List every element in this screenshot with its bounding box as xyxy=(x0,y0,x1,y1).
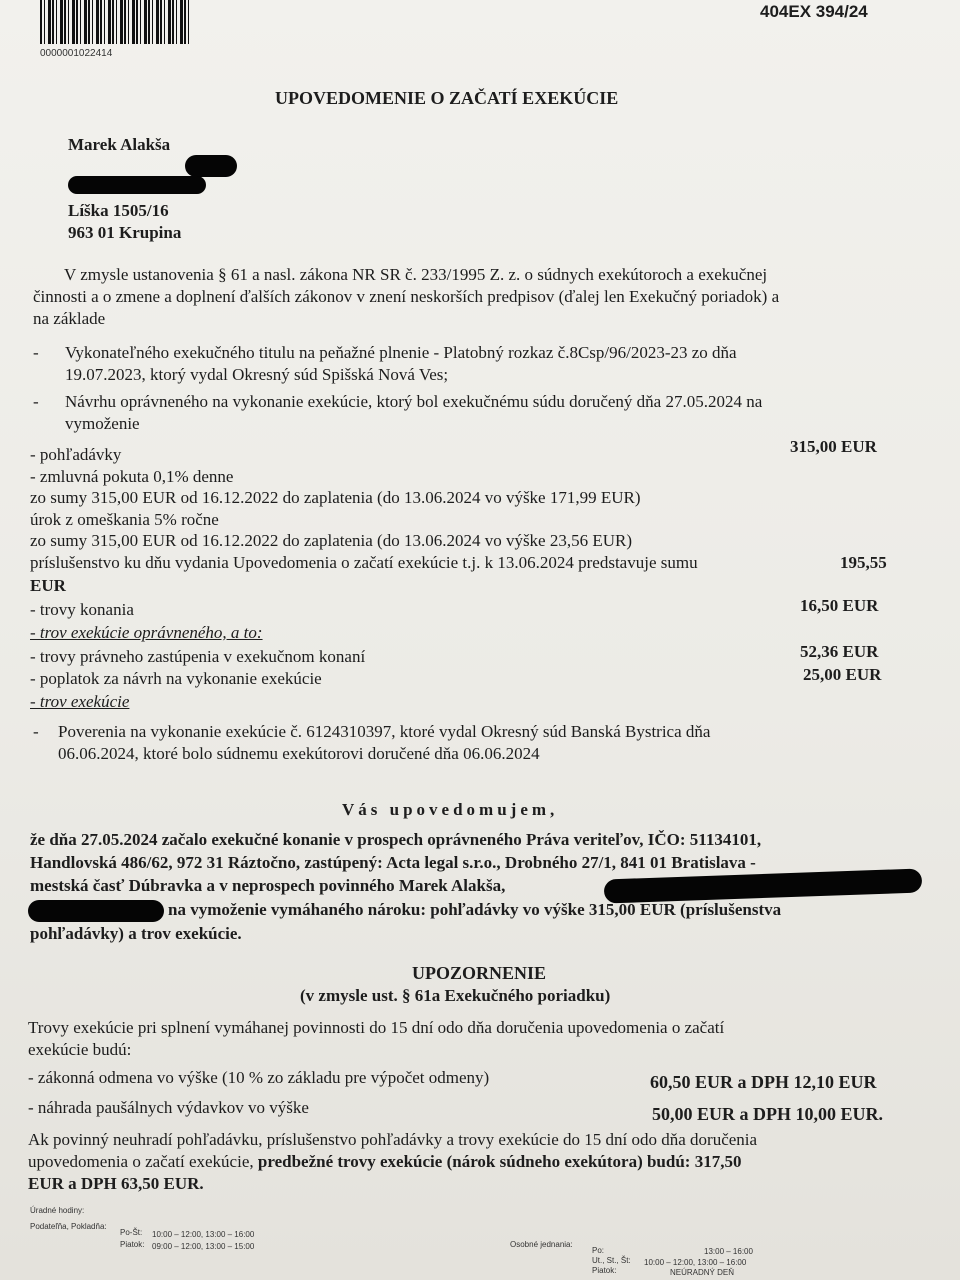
footer-days: Po-Št: xyxy=(120,1228,143,1237)
claim-currency: EUR xyxy=(30,576,66,595)
footer-days: Ut., St., Št: xyxy=(592,1256,631,1265)
footer-days: Piatok: xyxy=(592,1266,617,1275)
addressee-name: Marek Alakša xyxy=(68,135,171,154)
footer-office: Podateľňa, Pokladňa: xyxy=(30,1222,107,1231)
warning-fee-amount: 60,50 EUR a DPH 12,10 EUR xyxy=(650,1072,877,1092)
claim-amount: 195,55 xyxy=(840,553,887,572)
footer-hours-label: Úradné hodiny: xyxy=(30,1206,85,1215)
item-title-line: 19.07.2023, ktorý vydal Okresný súd Spišská Nová Ves; xyxy=(65,365,449,384)
addressee-city: 963 01 Krupina xyxy=(68,223,182,242)
footer-hours: NEÚRADNÝ DEŇ xyxy=(670,1268,735,1277)
notice-line: pohľadávky) a trov exekúcie. xyxy=(30,924,242,943)
redaction-mark xyxy=(185,155,237,177)
warning-line: predbežné trovy exekúcie (nárok súdneho exekútora) budú: 317,50 xyxy=(257,1152,742,1171)
item-proposal-line: vymoženie xyxy=(65,414,140,433)
claim-label: úrok z omeškania 5% ročne xyxy=(30,510,219,529)
item-mandate-line: 06.06.2024, ktoré bolo súdnemu exekútorovi doručené dňa 06.06.2024 xyxy=(58,744,540,763)
claim-section-label: - trov exekúcie oprávneného, a to: xyxy=(30,623,263,642)
warning-fee-label: - náhrada paušálnych výdavkov vo výške xyxy=(28,1098,309,1117)
addressee-street: Líška 1505/16 xyxy=(68,201,169,220)
footer-hours: 09:00 – 12:00, 13:00 – 15:00 xyxy=(152,1242,255,1251)
footer-days: Po: xyxy=(592,1246,605,1255)
intro-line: na základe xyxy=(33,309,106,328)
warning-heading: UPOZORNENIE xyxy=(412,963,547,983)
claim-detail: zo sumy 315,00 EUR od 16.12.2022 do zaplatenia (do 13.06.2024 vo výške 23,56 EUR) xyxy=(30,531,633,550)
claim-section-label: - trov exekúcie xyxy=(30,692,130,711)
warning-line: Trovy exekúcie pri splnení vymáhanej povinnosti do 15 dní odo dňa doručenia upovedomenia o začatí xyxy=(28,1018,725,1037)
warning-subheading: (v zmysle ust. § 61a Exekučného poriadku) xyxy=(300,986,611,1005)
notice-heading: Vás upovedomujem, xyxy=(342,800,559,819)
footer-personal: Osobné jednania: xyxy=(510,1240,573,1249)
claim-detail: príslušenstvo ku dňu vydania Upovedomenia o začatí exekúcie t.j. k 13.06.2024 predstavuje sumu xyxy=(30,553,698,572)
intro-line: V zmysle ustanovenia § 61 a nasl. zákona NR SR č. 233/1995 Z. z. o súdnych exekútoroch a exekučnej xyxy=(64,265,768,284)
claim-label: - poplatok za návrh na vykonanie exekúcie xyxy=(30,669,322,688)
claim-amount: 315,00 EUR xyxy=(790,437,877,456)
item-title-line: Vykonateľného exekučného titulu na peňažné plnenie - Platobný rozkaz č.8Csp/96/2023-23 zo dňa xyxy=(65,343,737,362)
claim-amount: 16,50 EUR xyxy=(800,596,879,615)
warning-fee-amount: 50,00 EUR a DPH 10,00 EUR. xyxy=(652,1104,884,1124)
claim-amount: 52,36 EUR xyxy=(800,642,879,661)
document-page: 0000001022414 404EX 394/24 UPOVEDOMENIE O ZAČATÍ EXEKÚCIE Marek Alakša Líška 1505/16 963 01 Krupina V zmysle ustanovenia § 61 a nasl. zákona NR SR č. 233/1995 Z. z. o súdnych exekútoroch a exekučnej činnosti a o zmene a doplnení ďalších zákonov v znení neskorších predpisov (ďalej len Exekučný poriadok) a na základe - Vykonateľného exekučného titulu na peňažné plnenie - Platobný rozkaz č.8Csp/96/2023-23 zo dňa 19.07.2023, ktorý vydal Okresný súd Spišská Nová Ves; - Návrhu oprávneného na vykonanie exekúcie, ktorý bol exekučnému súdu doručený dňa 27.05.2024 na vymoženie - pohľadávky 315,00 EUR - zmluvná pokuta 0,1% denne zo sumy 315,00 EUR od 16.12.2022 do zaplatenia (do 13.06.2024 vo výške 171,99 EUR) úrok z omeškania 5% ročne zo sumy 315,00 EUR od 16.12.2022 do zaplatenia (do 13.06.2024 vo výške 23,56 EUR) príslušenstvo ku dňu vydania Upovedomenia o začatí exekúcie t.j. k 13.06.2024 predstavuje sumu 195,55 EUR - trovy konania 16,50 EUR - trov exekúcie oprávneného, a to: - trovy právneho zastúpenia v exekučnom konaní 52,36 EUR - poplatok za návrh na vykonanie exekúcie 25,00 EUR - trov exekúcie - Poverenia na vykonanie exekúcie č. 6124310397, ktoré vydal Okresný súd Banská Bystrica dňa 06.06.2024, ktoré bolo súdnemu exekútorovi doručené dňa 06.06.2024 Vás upovedomujem, že dňa 27.05.2024 začalo exekučné konanie v prospech oprávneného Práva veriteľov, IČO: 51134101, Handlovská 486/62, 972 31 Ráztočno, zastúpený: Acta legal s.r.o., Drobného 27/1, 841 01 Bratislava - mestská časť Dúbravka a v neprospech povinného Marek Alakša, na vymoženie vymáhaného nároku: pohľadávky vo výške 315,00 EUR (príslušenstva pohľadávky) a trov exekúcie. UPOZORNENIE (v zmysle ust. § 61a Exekučného poriadku) Trovy exekúcie pri splnení vymáhanej povinnosti do 15 dní odo dňa doručenia upovedomenia o začatí exekúcie budú: - zákonná odmena vo výške (10 % zo základu pre výpočet odmeny) 60,50 EUR a DPH 12,10 EUR - náhrada paušálnych výdavkov vo výške 50,00 EUR a DPH 10,00 EUR. Ak povinný neuhradí pohľadávku, príslušenstvo pohľadávky a trovy exekúcie do 15 dní odo dňa doručenia upovedomenia o začatí exekúcie, predbežné trovy exekúcie (nárok súdneho exekútora) budú: 317,50 EUR a DPH 63,50 EUR. Úradné hodiny: Podateľňa, Pokladňa: Po-Št: 10:00 – 12:00, 13:00 – 16:00 Piatok: 09:00 – 12:00, 13:00 – 15:00 Osobné jednania: Po: 13:00 – 16:00 Ut., St., Št: 10:00 – 12:00, 13:00 – 16:00 Piatok: NEÚRADNÝ DEŇ xyxy=(0,0,960,1280)
notice-line: že dňa 27.05.2024 začalo exekučné konanie v prospech oprávneného Práva veriteľov, IČO: 51134101, xyxy=(30,830,762,849)
barcode-number: 0000001022414 xyxy=(40,48,113,59)
claim-label: - pohľadávky xyxy=(30,445,122,464)
claim-label: - trovy právneho zastúpenia v exekučnom konaní xyxy=(30,647,366,666)
footer-hours: 10:00 – 12:00, 13:00 – 16:00 xyxy=(152,1230,255,1239)
footer-days: Piatok: xyxy=(120,1240,145,1249)
claim-amount: 25,00 EUR xyxy=(803,665,882,684)
warning-fee-label: - zákonná odmena vo výške (10 % zo základu pre výpočet odmeny) xyxy=(28,1068,490,1087)
item-proposal-line: Návrhu oprávneného na vykonanie exekúcie, ktorý bol exekučnému súdu doručený dňa 27.05.2024 na xyxy=(65,392,763,411)
warning-line: exekúcie budú: xyxy=(28,1040,132,1059)
claim-label: - zmluvná pokuta 0,1% denne xyxy=(30,467,234,486)
footer-hours: 10:00 – 12:00, 13:00 – 16:00 xyxy=(644,1258,747,1267)
footer-hours: 13:00 – 16:00 xyxy=(704,1247,753,1256)
intro-line: činnosti a o zmene a doplnení ďalších zákonov v znení neskorších predpisov (ďalej len Exekučný poriadok) a xyxy=(33,287,780,306)
redaction-mark xyxy=(28,900,164,922)
notice-line: na vymoženie vymáhaného nároku: pohľadávky vo výške 315,00 EUR (príslušenstva xyxy=(168,900,782,919)
warning-line: upovedomenia o začatí exekúcie, xyxy=(28,1152,254,1171)
warning-line: Ak povinný neuhradí pohľadávku, príslušenstvo pohľadávky a trovy exekúcie do 15 dní odo dňa doručenia xyxy=(28,1130,758,1149)
redaction-mark xyxy=(68,176,206,194)
item-mandate-line: Poverenia na vykonanie exekúcie č. 6124310397, ktoré vydal Okresný súd Banská Bystrica dňa xyxy=(58,722,711,741)
redaction-mark xyxy=(604,868,923,903)
document-title: UPOVEDOMENIE O ZAČATÍ EXEKÚCIE xyxy=(275,88,619,108)
case-number: 404EX 394/24 xyxy=(760,2,868,21)
notice-line: mestská časť Dúbravka a v neprospech povinného Marek Alakša, xyxy=(30,876,506,895)
warning-line: EUR a DPH 63,50 EUR. xyxy=(28,1174,204,1193)
notice-line: Handlovská 486/62, 972 31 Ráztočno, zastúpený: Acta legal s.r.o., Drobného 27/1, 841 01 Bratislava - xyxy=(30,853,756,872)
claim-label: - trovy konania xyxy=(30,600,134,619)
barcode xyxy=(40,0,190,44)
claim-detail: zo sumy 315,00 EUR od 16.12.2022 do zaplatenia (do 13.06.2024 vo výške 171,99 EUR) xyxy=(30,488,641,507)
